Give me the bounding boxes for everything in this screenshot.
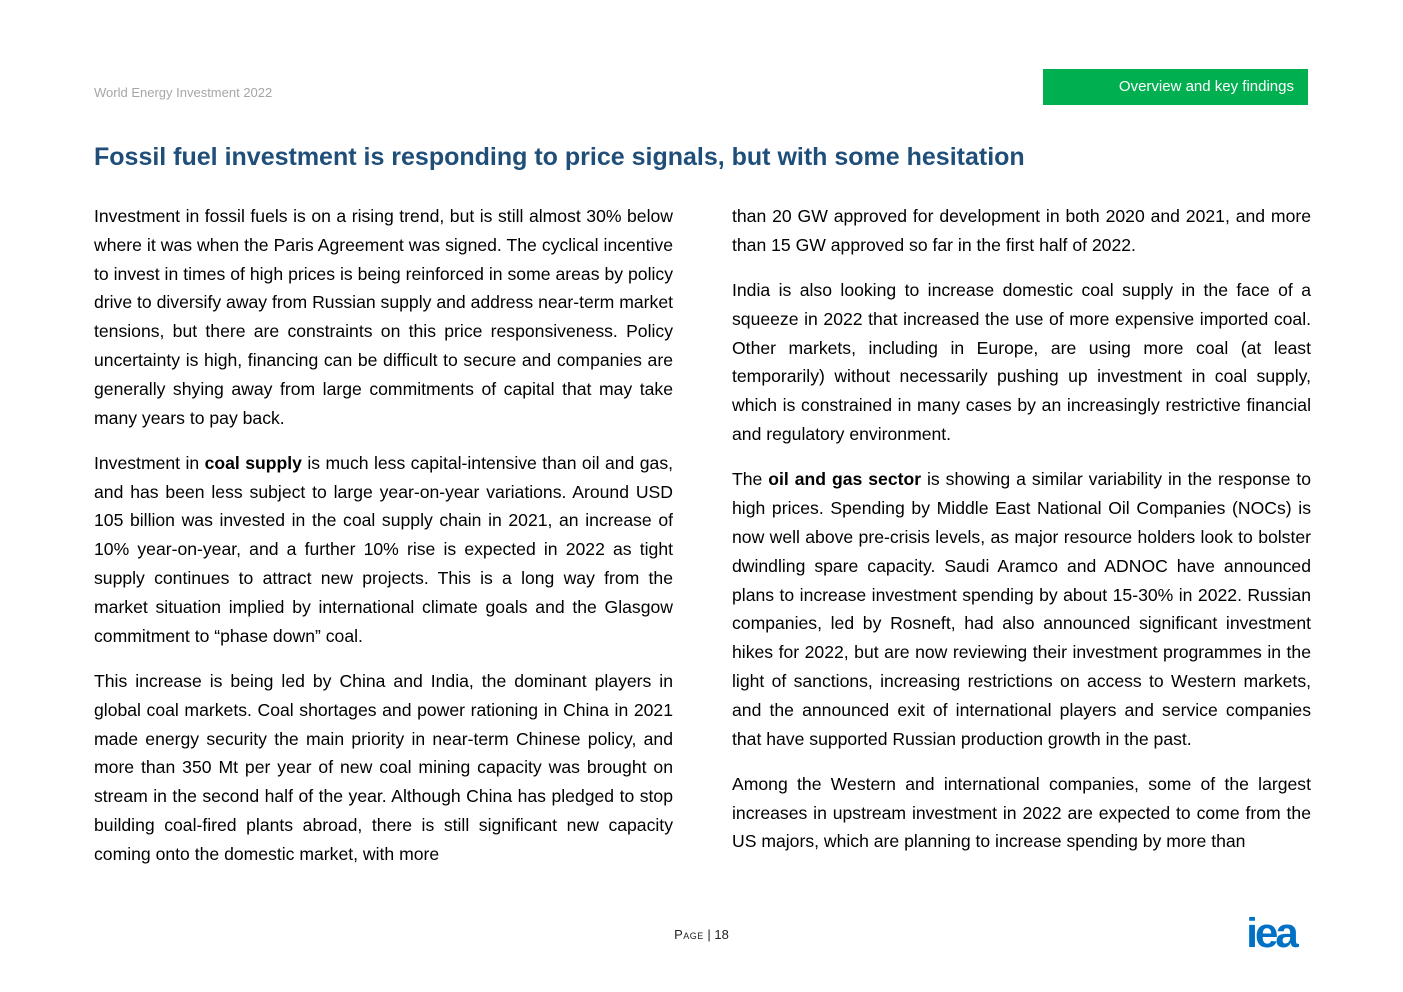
paragraph-china-india: This increase is being led by China and India, the dominant players in global coal markets. Coal shortages and power rationing in China in 2021 made energy security the main priority in near-term Chinese policy, and more than 350 Mt per year of new coal mining capacity was brought on stream in the second half of the year. Although China has pledged to stop building coal-fired plants abroad, there is still significant new capacity coming onto the domestic market, with more [94, 670, 673, 864]
paragraph-text: The [732, 469, 769, 490]
page-number [0, 927, 1403, 942]
iea-logo-icon [1232, 917, 1310, 951]
running-title: World Energy Investment 2022 [94, 85, 273, 100]
paragraph-coal-supply [94, 449, 673, 651]
coal-supply-emphasis: coal supply [204, 452, 302, 473]
paragraph-fossil-trend: Investment in fossil fuels is on a rising trend, but is still almost 30% below where it was when the Paris Agreement was signed. The cyclical incentive to invest in times of high prices is being reinforced in some areas by policy drive to diversify away from Russian supply and address near-term market tensions, but there are constraints on this price responsiveness. Policy uncertainty is high, financing can be difficult to secure and companies are generally shying away from large commitments of capital that may take many years to pay back. [94, 206, 673, 428]
right-column [732, 202, 1311, 856]
paragraph-gw-approved: than 20 GW approved for development in both 2020 and 2021, and more than 15 GW approved so far in the first half of 2022. [732, 206, 1311, 255]
paragraph-western-companies: Among the Western and international companies, some of the largest increases in upstream investment in 2022 are expected to come from the US majors, which are planning to increase spending by more than [732, 773, 1311, 852]
paragraph-text: is showing a similar variability in the response to high prices. Spending by Middle East National Oil Companies (NOCs) is now well above pre-crisis levels, as major resource holders look to bolster dwindling spare capacity. Saudi Aramco and ADNOC have announced plans to increase investment spending by about 15-30% in 2022. Russian companies, led by Rosneft, had also announced significant investment hikes for 2022, but are now reviewing their investment programmes in the light of sanctions, increasing restrictions on access to Western markets, and the announced exit of international players and service companies that have supported Russian production growth in the past. [732, 469, 1312, 749]
oil-gas-emphasis: oil and gas sector [768, 469, 922, 490]
paragraph-oil-gas [732, 465, 1311, 753]
left-column [94, 202, 673, 869]
page-label: Page [674, 927, 704, 942]
section-tab-label: Overview and key findings [1118, 78, 1294, 95]
page-title: Fossil fuel investment is responding to price signals, but with some hesitation [94, 143, 1025, 171]
page-number-value: 18 [714, 927, 729, 942]
paragraph-text: is much less capital-intensive than oil and gas, and has been less subject to large year-on-year variations. Around USD 105 billion was invested in the coal supply chain in 2021, an increase of 10% year-on-year, and a further 10% rise is expected in 2022 as tight supply continues to attract new projects. This is a long way from the market situation implied by international climate goals and the Glasgow commitment to “phase down” coal. [94, 452, 673, 646]
section-tab-overview[interactable] [1043, 69, 1308, 105]
page-separator: | [707, 927, 711, 942]
logo-text: iea [1246, 917, 1296, 951]
paragraph-text: Investment in [94, 452, 205, 473]
paragraph-india-coal: India is also looking to increase domestic coal supply in the face of a squeeze in 2022 that increased the use of more expensive imported coal. Other markets, including in Europe, are using more coal (at least temporarily) without necessarily pushing up investment in coal supply, which is constrained in many cases by an increasingly restrictive financial and regulatory environment. [732, 280, 1311, 445]
